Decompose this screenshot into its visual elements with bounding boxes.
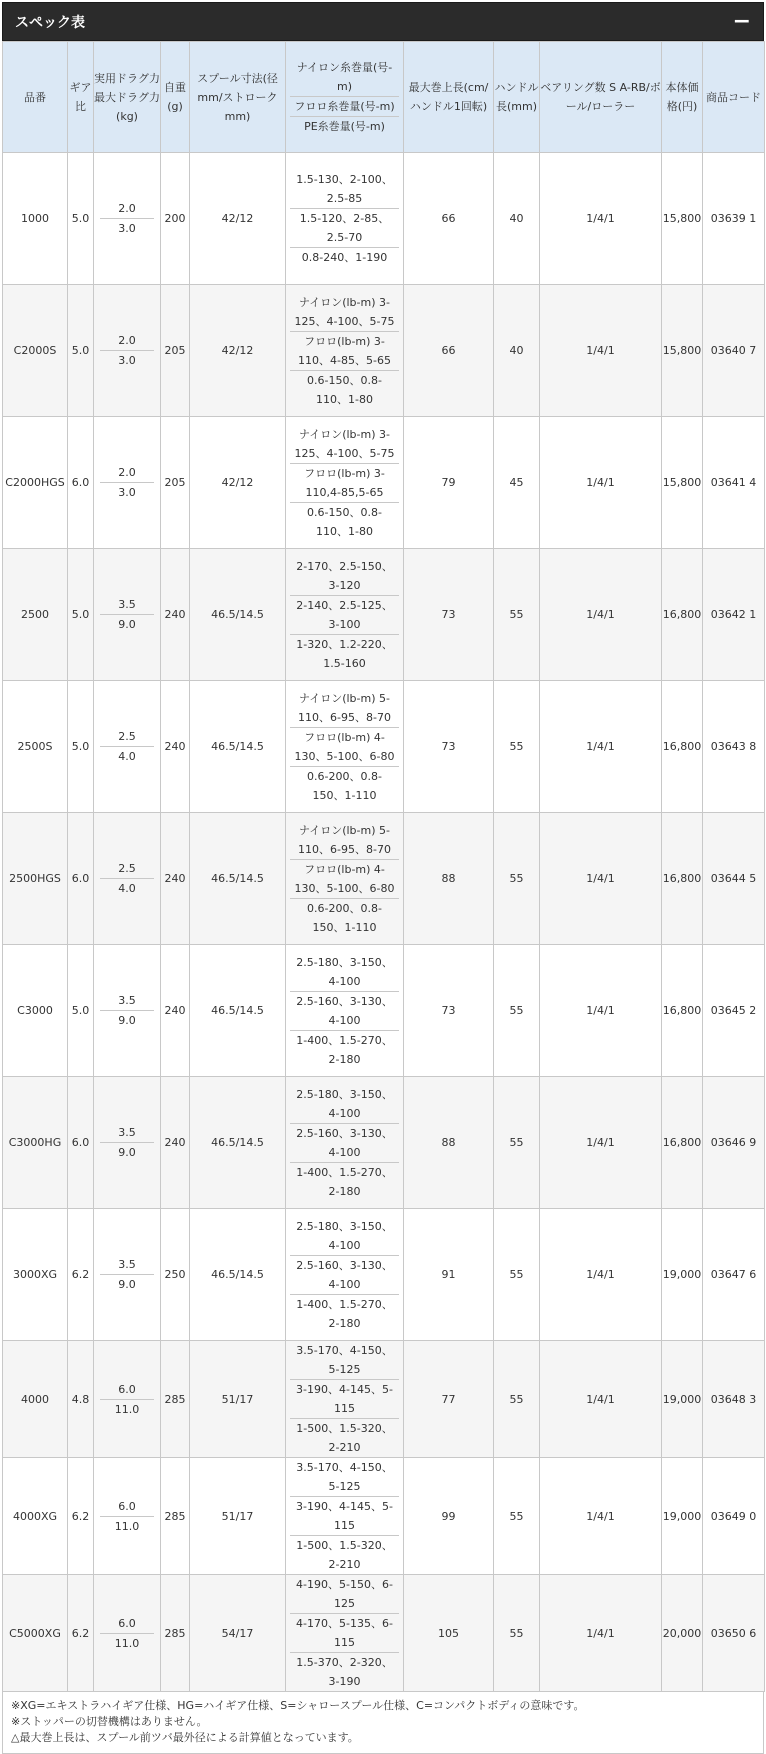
retrieve-cell: 66	[404, 285, 494, 417]
spool-cell: 46.5/14.5	[190, 549, 286, 681]
retrieve-cell: 91	[404, 1209, 494, 1341]
handle-cell: 40	[494, 285, 540, 417]
drag-value: 2.5	[100, 859, 154, 879]
line-capacity-value: 0.6-150、0.8-110、1-80	[307, 505, 382, 538]
drag-cell	[94, 1575, 161, 1692]
code-cell: 03646 9	[703, 1077, 765, 1209]
col-bearing: ベアリング数 S A-RB/ボール/ローラー	[540, 42, 662, 153]
drag-value: 11.0	[114, 1519, 140, 1533]
table-row	[3, 1341, 765, 1458]
drag-cell	[94, 153, 161, 285]
line-capacity-value: 0.6-150、0.8-110、1-80	[307, 373, 382, 406]
line-capacity-cell	[286, 153, 404, 285]
line-capacity-value: 2.5-160、3-130、4-100	[290, 1124, 399, 1163]
price-cell: 15,800	[662, 153, 703, 285]
col-model: 品番	[3, 42, 68, 153]
bearing-cell: 1/4/1	[540, 1209, 662, 1341]
note-item: ※XG=エキストラハイギア仕様、HG=ハイギア仕様、S=シャロースプール仕様、C=コンパクトボディの意味です。	[11, 1699, 585, 1712]
code-cell: 03647 6	[703, 1209, 765, 1341]
code-cell: 03640 7	[703, 285, 765, 417]
price-cell: 19,000	[662, 1341, 703, 1458]
drag-value: 6.0	[100, 1497, 154, 1517]
line-capacity-cell	[286, 1209, 404, 1341]
model-cell: 1000	[3, 153, 68, 285]
table-row	[3, 549, 765, 681]
drag-value: 9.0	[118, 1146, 136, 1159]
spool-cell: 51/17	[190, 1341, 286, 1458]
drag-cell	[94, 813, 161, 945]
bearing-cell: 1/4/1	[540, 945, 662, 1077]
line-capacity-value: 1-500、1.5-320、2-210	[296, 1539, 393, 1571]
handle-cell: 55	[494, 681, 540, 813]
line-capacity-value: 1-400、1.5-270、2-180	[296, 1165, 393, 1198]
col-spool: スプール寸法(径mm/ストロークmm)	[190, 42, 286, 153]
drag-value: 2.5	[100, 727, 154, 747]
spool-cell: 42/12	[190, 285, 286, 417]
table-row	[3, 1209, 765, 1341]
price-cell: 15,800	[662, 417, 703, 549]
weight-cell: 240	[161, 681, 190, 813]
retrieve-cell: 73	[404, 549, 494, 681]
col-weight: 自重(g)	[161, 42, 190, 153]
spool-cell: 54/17	[190, 1575, 286, 1692]
weight-cell: 205	[161, 417, 190, 549]
handle-cell: 55	[494, 1575, 540, 1692]
line-capacity-value: 4-170、5-135、6-115	[290, 1614, 399, 1653]
gear-cell: 5.0	[68, 945, 94, 1077]
spool-cell: 46.5/14.5	[190, 681, 286, 813]
bearing-cell: 1/4/1	[540, 1458, 662, 1575]
weight-cell: 240	[161, 945, 190, 1077]
bearing-cell: 1/4/1	[540, 285, 662, 417]
line-capacity-value: ナイロン(lb-m) 5-110、6-95、8-70	[290, 689, 399, 728]
line-capacity-value: フロロ(lb-m) 4-130、5-100、6-80	[290, 728, 399, 767]
model-cell: 2500	[3, 549, 68, 681]
col-line-pe: PE糸巻量(号-m)	[304, 120, 385, 133]
spec-panel	[2, 2, 764, 1754]
line-capacity-value: フロロ(lb-m) 3-110,4-85,5-65	[290, 464, 399, 503]
retrieve-cell: 77	[404, 1341, 494, 1458]
line-capacity-cell	[286, 1341, 404, 1458]
drag-value: 3.0	[118, 486, 136, 499]
spec-title: スペック表	[15, 14, 85, 31]
spec-table	[2, 41, 765, 1692]
spool-cell: 46.5/14.5	[190, 1077, 286, 1209]
drag-value: 2.0	[100, 199, 154, 219]
gear-cell: 5.0	[68, 681, 94, 813]
table-header-row	[3, 42, 765, 153]
weight-cell: 240	[161, 549, 190, 681]
model-cell: C3000	[3, 945, 68, 1077]
line-capacity-value: 2.5-180、3-150、4-100	[290, 1085, 399, 1124]
spec-header[interactable]	[2, 2, 764, 41]
weight-cell: 285	[161, 1341, 190, 1458]
drag-cell	[94, 681, 161, 813]
line-capacity-value: ナイロン(lb-m) 5-110、6-95、8-70	[290, 821, 399, 860]
line-capacity-cell	[286, 813, 404, 945]
drag-value: 4.0	[118, 882, 136, 895]
retrieve-cell: 66	[404, 153, 494, 285]
model-cell: 2500S	[3, 681, 68, 813]
spool-cell: 42/12	[190, 153, 286, 285]
drag-value: 3.5	[100, 595, 154, 615]
drag-value: 9.0	[118, 1278, 136, 1291]
note-item: △最大巻上長は、スプール前ツバ最外径による計算値となっています。	[11, 1731, 359, 1744]
weight-cell: 240	[161, 813, 190, 945]
bearing-cell: 1/4/1	[540, 1077, 662, 1209]
retrieve-cell: 73	[404, 945, 494, 1077]
code-cell: 03639 1	[703, 153, 765, 285]
bearing-cell: 1/4/1	[540, 153, 662, 285]
handle-cell: 55	[494, 1077, 540, 1209]
price-cell: 16,800	[662, 681, 703, 813]
line-capacity-cell	[286, 945, 404, 1077]
line-capacity-value: 0.6-200、0.8-150、1-110	[307, 901, 382, 934]
table-row	[3, 1077, 765, 1209]
retrieve-cell: 88	[404, 1077, 494, 1209]
notes	[2, 1692, 764, 1754]
table-row	[3, 945, 765, 1077]
handle-cell: 45	[494, 417, 540, 549]
line-capacity-value: 2-170、2.5-150、3-120	[290, 557, 399, 596]
line-capacity-value: フロロ(lb-m) 4-130、5-100、6-80	[290, 860, 399, 899]
drag-value: 6.0	[100, 1380, 154, 1400]
col-line-fluoro: フロロ糸巻量(号-m)	[290, 97, 399, 117]
line-capacity-value: ナイロン(lb-m) 3-125、4-100、5-75	[290, 293, 399, 332]
line-capacity-value: 2.5-180、3-150、4-100	[290, 953, 399, 992]
line-capacity-cell	[286, 417, 404, 549]
table-row	[3, 813, 765, 945]
drag-value: 3.5	[100, 1123, 154, 1143]
price-cell: 19,000	[662, 1458, 703, 1575]
drag-cell	[94, 1209, 161, 1341]
line-capacity-value: 1-500、1.5-320、2-210	[296, 1422, 393, 1454]
line-capacity-cell	[286, 285, 404, 417]
handle-cell: 55	[494, 813, 540, 945]
table-row	[3, 417, 765, 549]
col-price: 本体価格(円)	[662, 42, 703, 153]
drag-value: 2.0	[100, 331, 154, 351]
bearing-cell: 1/4/1	[540, 417, 662, 549]
col-drag	[94, 42, 161, 153]
bearing-cell: 1/4/1	[540, 1341, 662, 1458]
code-cell: 03650 6	[703, 1575, 765, 1692]
drag-cell	[94, 1458, 161, 1575]
line-capacity-value: ナイロン(lb-m) 3-125、4-100、5-75	[290, 425, 399, 464]
drag-cell	[94, 417, 161, 549]
drag-value: 3.0	[118, 222, 136, 235]
code-cell: 03648 3	[703, 1341, 765, 1458]
table-row	[3, 1458, 765, 1575]
model-cell: C2000HGS	[3, 417, 68, 549]
code-cell: 03641 4	[703, 417, 765, 549]
line-capacity-value: 2.5-160、3-130、4-100	[290, 1256, 399, 1295]
weight-cell: 285	[161, 1458, 190, 1575]
line-capacity-cell	[286, 1077, 404, 1209]
drag-value: 2.0	[100, 463, 154, 483]
price-cell: 16,800	[662, 813, 703, 945]
drag-value: 11.0	[114, 1636, 140, 1650]
gear-cell: 5.0	[68, 285, 94, 417]
col-handle: ハンドル長(mm)	[494, 42, 540, 153]
col-drag-max: 最大ドラグ力	[94, 90, 160, 104]
line-capacity-value: 1-320、1.2-220、1.5-160	[296, 637, 393, 670]
line-capacity-value: 0.6-200、0.8-150、1-110	[307, 769, 382, 802]
line-capacity-value: 0.8-240、1-190	[301, 251, 388, 264]
handle-cell: 55	[494, 1341, 540, 1458]
code-cell: 03643 8	[703, 681, 765, 813]
spool-cell: 46.5/14.5	[190, 1209, 286, 1341]
price-cell: 19,000	[662, 1209, 703, 1341]
model-cell: C3000HG	[3, 1077, 68, 1209]
model-cell: 4000	[3, 1341, 68, 1458]
price-cell: 16,800	[662, 945, 703, 1077]
drag-cell	[94, 945, 161, 1077]
drag-cell	[94, 1341, 161, 1458]
price-cell: 15,800	[662, 285, 703, 417]
drag-value: 3.5	[100, 991, 154, 1011]
table-row	[3, 681, 765, 813]
line-capacity-value: 3-190、4-145、5-115	[290, 1380, 399, 1419]
collapse-icon[interactable]: −	[732, 8, 751, 34]
code-cell: 03645 2	[703, 945, 765, 1077]
model-cell: 4000XG	[3, 1458, 68, 1575]
spool-cell: 46.5/14.5	[190, 813, 286, 945]
line-capacity-value: 2.5-180、3-150、4-100	[290, 1217, 399, 1256]
weight-cell: 250	[161, 1209, 190, 1341]
retrieve-cell: 88	[404, 813, 494, 945]
model-cell: C5000XG	[3, 1575, 68, 1692]
gear-cell: 5.0	[68, 153, 94, 285]
col-code: 商品コード	[703, 42, 765, 153]
gear-cell: 6.0	[68, 813, 94, 945]
col-retrieve: 最大巻上長(cm/ハンドル1回転)	[404, 42, 494, 153]
line-capacity-value: 2-140、2.5-125、3-100	[290, 596, 399, 635]
weight-cell: 200	[161, 153, 190, 285]
bearing-cell: 1/4/1	[540, 681, 662, 813]
table-row	[3, 285, 765, 417]
line-capacity-cell	[286, 1575, 404, 1692]
gear-cell: 6.2	[68, 1458, 94, 1575]
handle-cell: 55	[494, 945, 540, 1077]
retrieve-cell: 73	[404, 681, 494, 813]
line-capacity-value: 3.5-170、4-150、5-125	[290, 1458, 399, 1497]
drag-value: 9.0	[118, 618, 136, 631]
line-capacity-cell	[286, 681, 404, 813]
code-cell: 03644 5	[703, 813, 765, 945]
handle-cell: 55	[494, 549, 540, 681]
line-capacity-value: 3-190、4-145、5-115	[290, 1497, 399, 1536]
table-row	[3, 1575, 765, 1692]
gear-cell: 5.0	[68, 549, 94, 681]
line-capacity-value: 1-400、1.5-270、2-180	[296, 1297, 393, 1330]
line-capacity-value: 1.5-120、2-85、2.5-70	[290, 209, 399, 248]
drag-value: 4.0	[118, 750, 136, 763]
drag-cell	[94, 1077, 161, 1209]
line-capacity-value: 4-190、5-150、6-125	[290, 1575, 399, 1614]
line-capacity-value: 1.5-370、2-320、3-190	[296, 1656, 393, 1688]
col-line	[286, 42, 404, 153]
drag-value: 9.0	[118, 1014, 136, 1027]
line-capacity-cell	[286, 1458, 404, 1575]
line-capacity-value: 3.5-170、4-150、5-125	[290, 1341, 399, 1380]
weight-cell: 285	[161, 1575, 190, 1692]
line-capacity-value: フロロ(lb-m) 3-110、4-85、5-65	[290, 332, 399, 371]
drag-value: 11.0	[114, 1402, 140, 1416]
col-drag-practical: 実用ドラグ力	[94, 71, 160, 85]
gear-cell: 6.0	[68, 1077, 94, 1209]
col-gear: ギア比	[68, 42, 94, 153]
weight-cell: 240	[161, 1077, 190, 1209]
retrieve-cell: 79	[404, 417, 494, 549]
line-capacity-value: 1.5-130、2-100、2.5-85	[290, 170, 399, 209]
spool-cell: 46.5/14.5	[190, 945, 286, 1077]
code-cell: 03649 0	[703, 1458, 765, 1575]
line-capacity-value: 2.5-160、3-130、4-100	[290, 992, 399, 1031]
drag-value: 3.5	[100, 1255, 154, 1275]
bearing-cell: 1/4/1	[540, 1575, 662, 1692]
gear-cell: 4.8	[68, 1341, 94, 1458]
retrieve-cell: 99	[404, 1458, 494, 1575]
spec-table-body	[3, 153, 765, 1692]
line-capacity-value: 1-400、1.5-270、2-180	[296, 1033, 393, 1066]
col-drag-unit: (kg)	[116, 109, 138, 123]
drag-value: 6.0	[100, 1614, 154, 1634]
col-line-nylon: ナイロン糸巻量(号-m)	[290, 58, 399, 97]
model-cell: 2500HGS	[3, 813, 68, 945]
code-cell: 03642 1	[703, 549, 765, 681]
note-item: ※ストッパーの切替機構はありません。	[11, 1715, 208, 1728]
table-row	[3, 153, 765, 285]
gear-cell: 6.2	[68, 1575, 94, 1692]
drag-cell	[94, 285, 161, 417]
handle-cell: 55	[494, 1209, 540, 1341]
drag-value: 3.0	[118, 354, 136, 367]
gear-cell: 6.0	[68, 417, 94, 549]
retrieve-cell: 105	[404, 1575, 494, 1692]
spool-cell: 42/12	[190, 417, 286, 549]
spool-cell: 51/17	[190, 1458, 286, 1575]
drag-cell	[94, 549, 161, 681]
line-capacity-cell	[286, 549, 404, 681]
handle-cell: 55	[494, 1458, 540, 1575]
bearing-cell: 1/4/1	[540, 813, 662, 945]
price-cell: 16,800	[662, 1077, 703, 1209]
price-cell: 20,000	[662, 1575, 703, 1692]
price-cell: 16,800	[662, 549, 703, 681]
bearing-cell: 1/4/1	[540, 549, 662, 681]
weight-cell: 205	[161, 285, 190, 417]
gear-cell: 6.2	[68, 1209, 94, 1341]
model-cell: 3000XG	[3, 1209, 68, 1341]
handle-cell: 40	[494, 153, 540, 285]
model-cell: C2000S	[3, 285, 68, 417]
